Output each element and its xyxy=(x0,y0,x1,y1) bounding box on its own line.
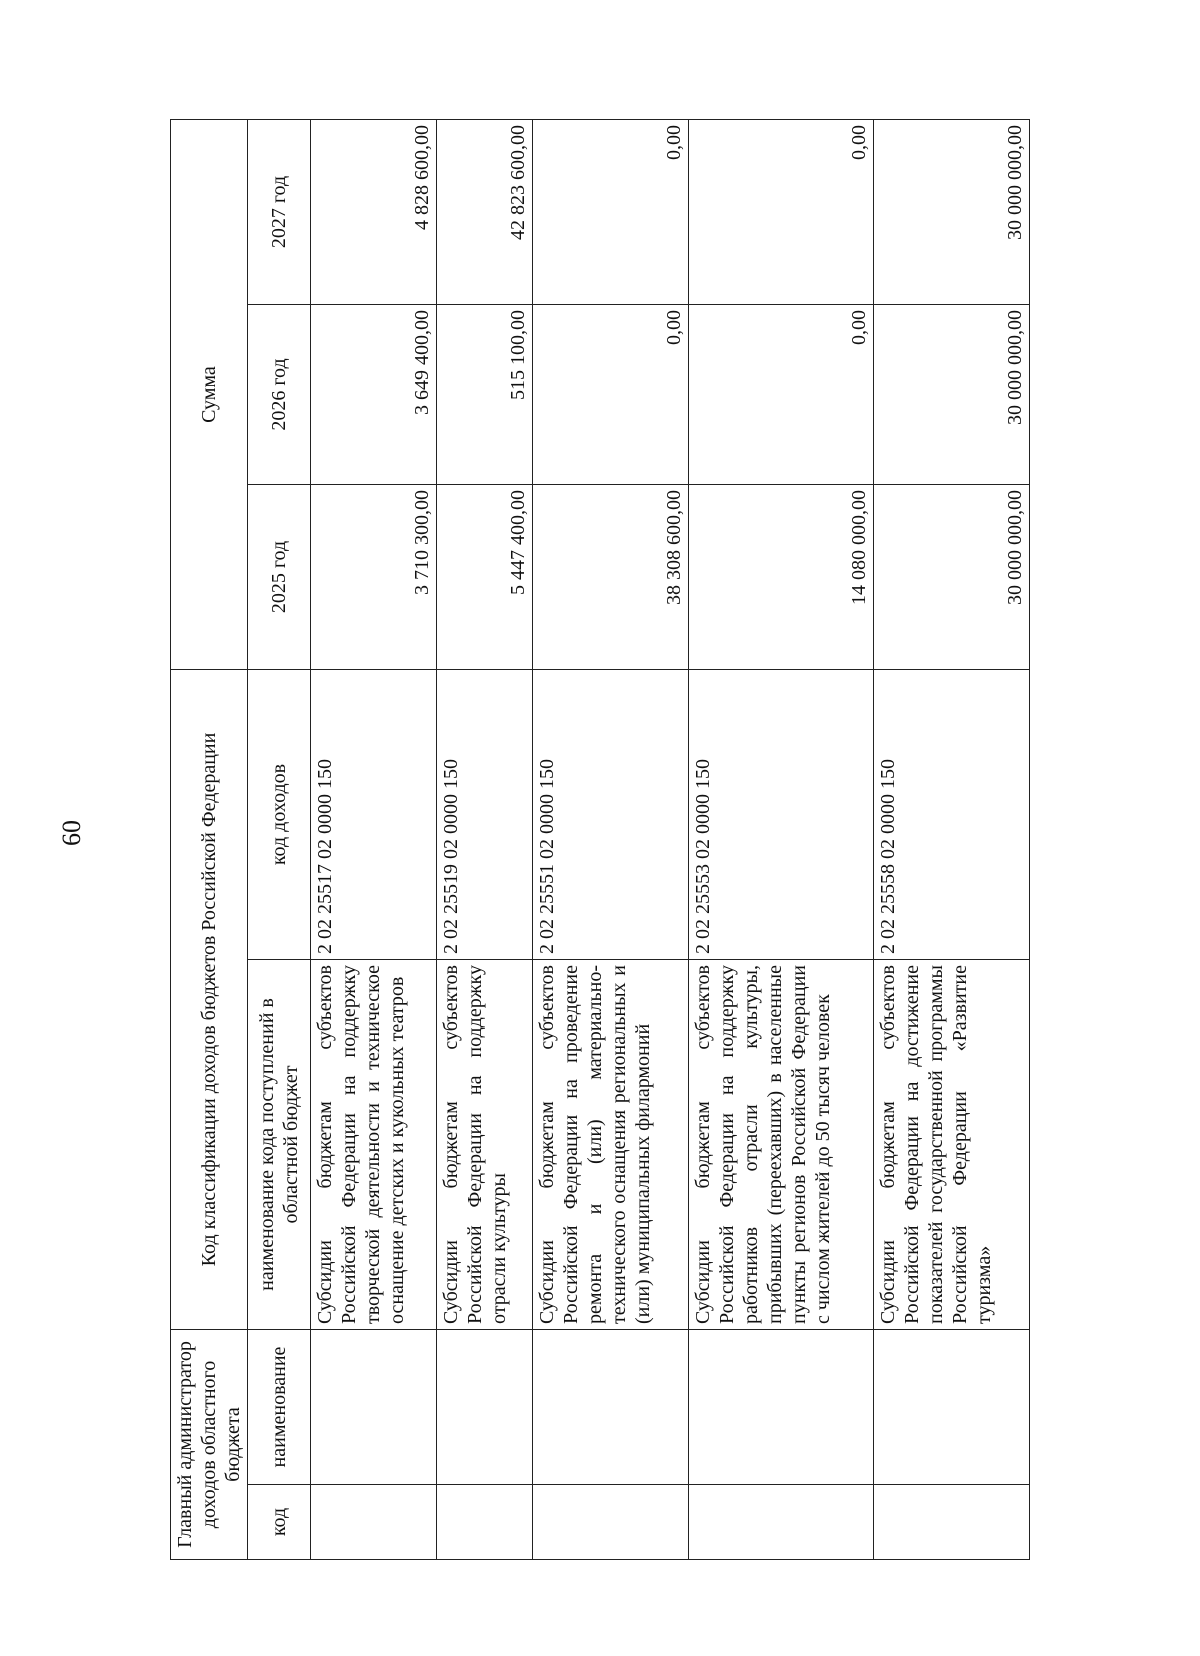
cell-amount-2025: 5 447 400,00 xyxy=(436,485,532,670)
table-row xyxy=(436,120,532,1560)
cell-amount-2026: 0,00 xyxy=(688,305,874,485)
income-table-container xyxy=(170,120,1030,1560)
cell-amount-2026: 515 100,00 xyxy=(436,305,532,485)
cell-income-code: 2 02 25553 02 0000 150 xyxy=(688,670,874,960)
cell-admin-code xyxy=(311,1485,437,1560)
header-year-2027: 2027 год xyxy=(248,120,311,305)
cell-description: Субсидии бюджетам субъектов Российской Федерации на поддержку творческой деятельности и техническое оснащение детских и кукольных театров xyxy=(311,960,437,1330)
cell-amount-2026: 0,00 xyxy=(532,305,688,485)
income-table xyxy=(170,119,1030,1560)
cell-amount-2027: 42 823 600,00 xyxy=(436,120,532,305)
header-admin-name: наименование xyxy=(248,1330,311,1485)
cell-admin-code xyxy=(532,1485,688,1560)
cell-amount-2025: 3 710 300,00 xyxy=(311,485,437,670)
cell-amount-2027: 4 828 600,00 xyxy=(311,120,437,305)
cell-admin-code xyxy=(874,1485,1030,1560)
cell-income-code: 2 02 25519 02 0000 150 xyxy=(436,670,532,960)
cell-amount-2025: 14 080 000,00 xyxy=(688,485,874,670)
cell-amount-2027: 0,00 xyxy=(532,120,688,305)
cell-description: Субсидии бюджетам субъектов Российской Федерации на достижение показателей государственной программы Российской Федерации «Развитие туризма» xyxy=(874,960,1030,1330)
cell-admin-name xyxy=(436,1330,532,1485)
cell-description: Субсидии бюджетам субъектов Российской Федерации на проведение ремонта и (или) материально-технического оснащения региональных и (или) муниципальных филармоний xyxy=(532,960,688,1330)
table-row xyxy=(532,120,688,1560)
cell-admin-code xyxy=(436,1485,532,1560)
cell-income-code: 2 02 25517 02 0000 150 xyxy=(311,670,437,960)
header-year-2026: 2026 год xyxy=(248,305,311,485)
cell-admin-name xyxy=(311,1330,437,1485)
cell-income-code: 2 02 25558 02 0000 150 xyxy=(874,670,1030,960)
header-admin-group: Главный администратор доходов областного бюджета xyxy=(171,1330,248,1560)
cell-amount-2026: 30 000 000,00 xyxy=(874,305,1030,485)
cell-description: Субсидии бюджетам субъектов Российской Федерации на поддержку работников отрасли культуры, прибывших (переехавших) в населенные пункты регионов Российской Федерации с числом жителей до 50 тысяч человек xyxy=(688,960,874,1330)
cell-amount-2025: 38 308 600,00 xyxy=(532,485,688,670)
table-row xyxy=(688,120,874,1560)
table-row xyxy=(311,120,437,1560)
table-row xyxy=(874,120,1030,1560)
cell-description: Субсидии бюджетам субъектов Российской Федерации на поддержку отрасли культуры xyxy=(436,960,532,1330)
header-sum-group: Сумма xyxy=(171,120,248,670)
cell-admin-name xyxy=(874,1330,1030,1485)
header-classification-group: Код классификации доходов бюджетов Российской Федерации xyxy=(171,670,248,1330)
header-year-2025: 2025 год xyxy=(248,485,311,670)
cell-admin-code xyxy=(688,1485,874,1560)
header-income-code: код доходов xyxy=(248,670,311,960)
header-admin-code: код xyxy=(248,1485,311,1560)
cell-amount-2027: 30 000 000,00 xyxy=(874,120,1030,305)
cell-admin-name xyxy=(688,1330,874,1485)
cell-amount-2025: 30 000 000,00 xyxy=(874,485,1030,670)
cell-amount-2026: 3 649 400,00 xyxy=(311,305,437,485)
page-number: 60 xyxy=(57,820,86,846)
header-income-name: наименование кода поступлений в областной бюджет xyxy=(248,960,311,1330)
cell-amount-2027: 0,00 xyxy=(688,120,874,305)
cell-income-code: 2 02 25551 02 0000 150 xyxy=(532,670,688,960)
cell-admin-name xyxy=(532,1330,688,1485)
